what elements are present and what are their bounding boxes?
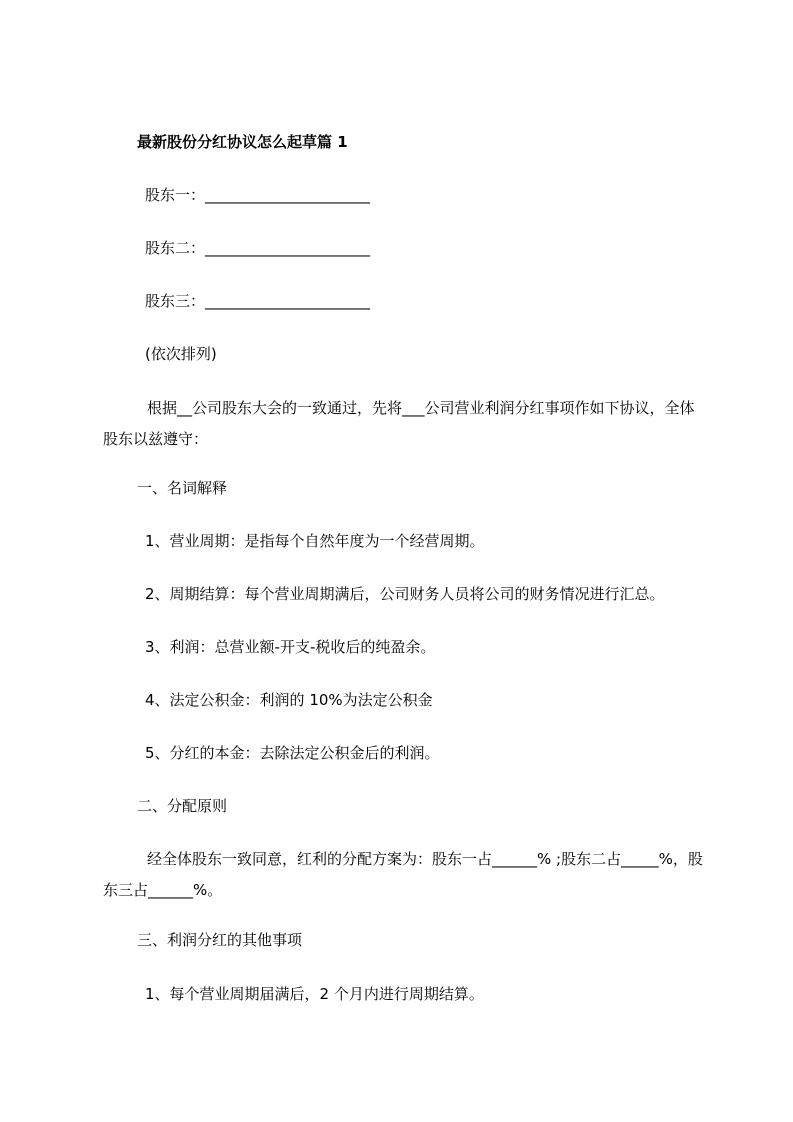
section-heading-other-matters: 三、利润分红的其他事项: [137, 931, 303, 949]
order-note: (依次排列): [145, 345, 217, 363]
shareholder-three-line: 股东三：______________________: [145, 292, 371, 310]
distribution-paragraph: 经全体股东一致同意，红利的分配方案为：股东一占______% ;股东二占_____%，股东三占______%。: [103, 850, 703, 899]
shareholder-one-line: 股东一：______________________: [145, 186, 371, 204]
section-heading-principles: 二、分配原则: [137, 797, 228, 815]
section-heading-definitions: 一、名词解释: [137, 479, 228, 497]
definition-item-3: 3、利润：总营业额-开支-税收后的纯盈余。: [145, 638, 436, 656]
definition-item-5: 5、分红的本金：去除法定公积金后的利润。: [145, 744, 440, 762]
document-title: 最新股份分红协议怎么起草篇 1: [137, 133, 348, 151]
intro-paragraph: 根据__公司股东大会的一致通过，先将___公司营业利润分红事项作如下协议，全体股东以兹遵守：: [103, 399, 695, 448]
definition-item-1: 1、营业周期：是指每个自然年度为一个经营周期。: [145, 532, 485, 550]
definition-item-2: 2、周期结算：每个营业周期满后，公司财务人员将公司的财务情况进行汇总。: [145, 585, 665, 603]
definition-item-4: 4、法定公积金：利润的 10%为法定公积金: [145, 691, 433, 709]
shareholder-two-line: 股东二：______________________: [145, 239, 371, 257]
other-matters-item-1: 1、每个营业周期届满后，2 个月内进行周期结算。: [145, 985, 484, 1003]
